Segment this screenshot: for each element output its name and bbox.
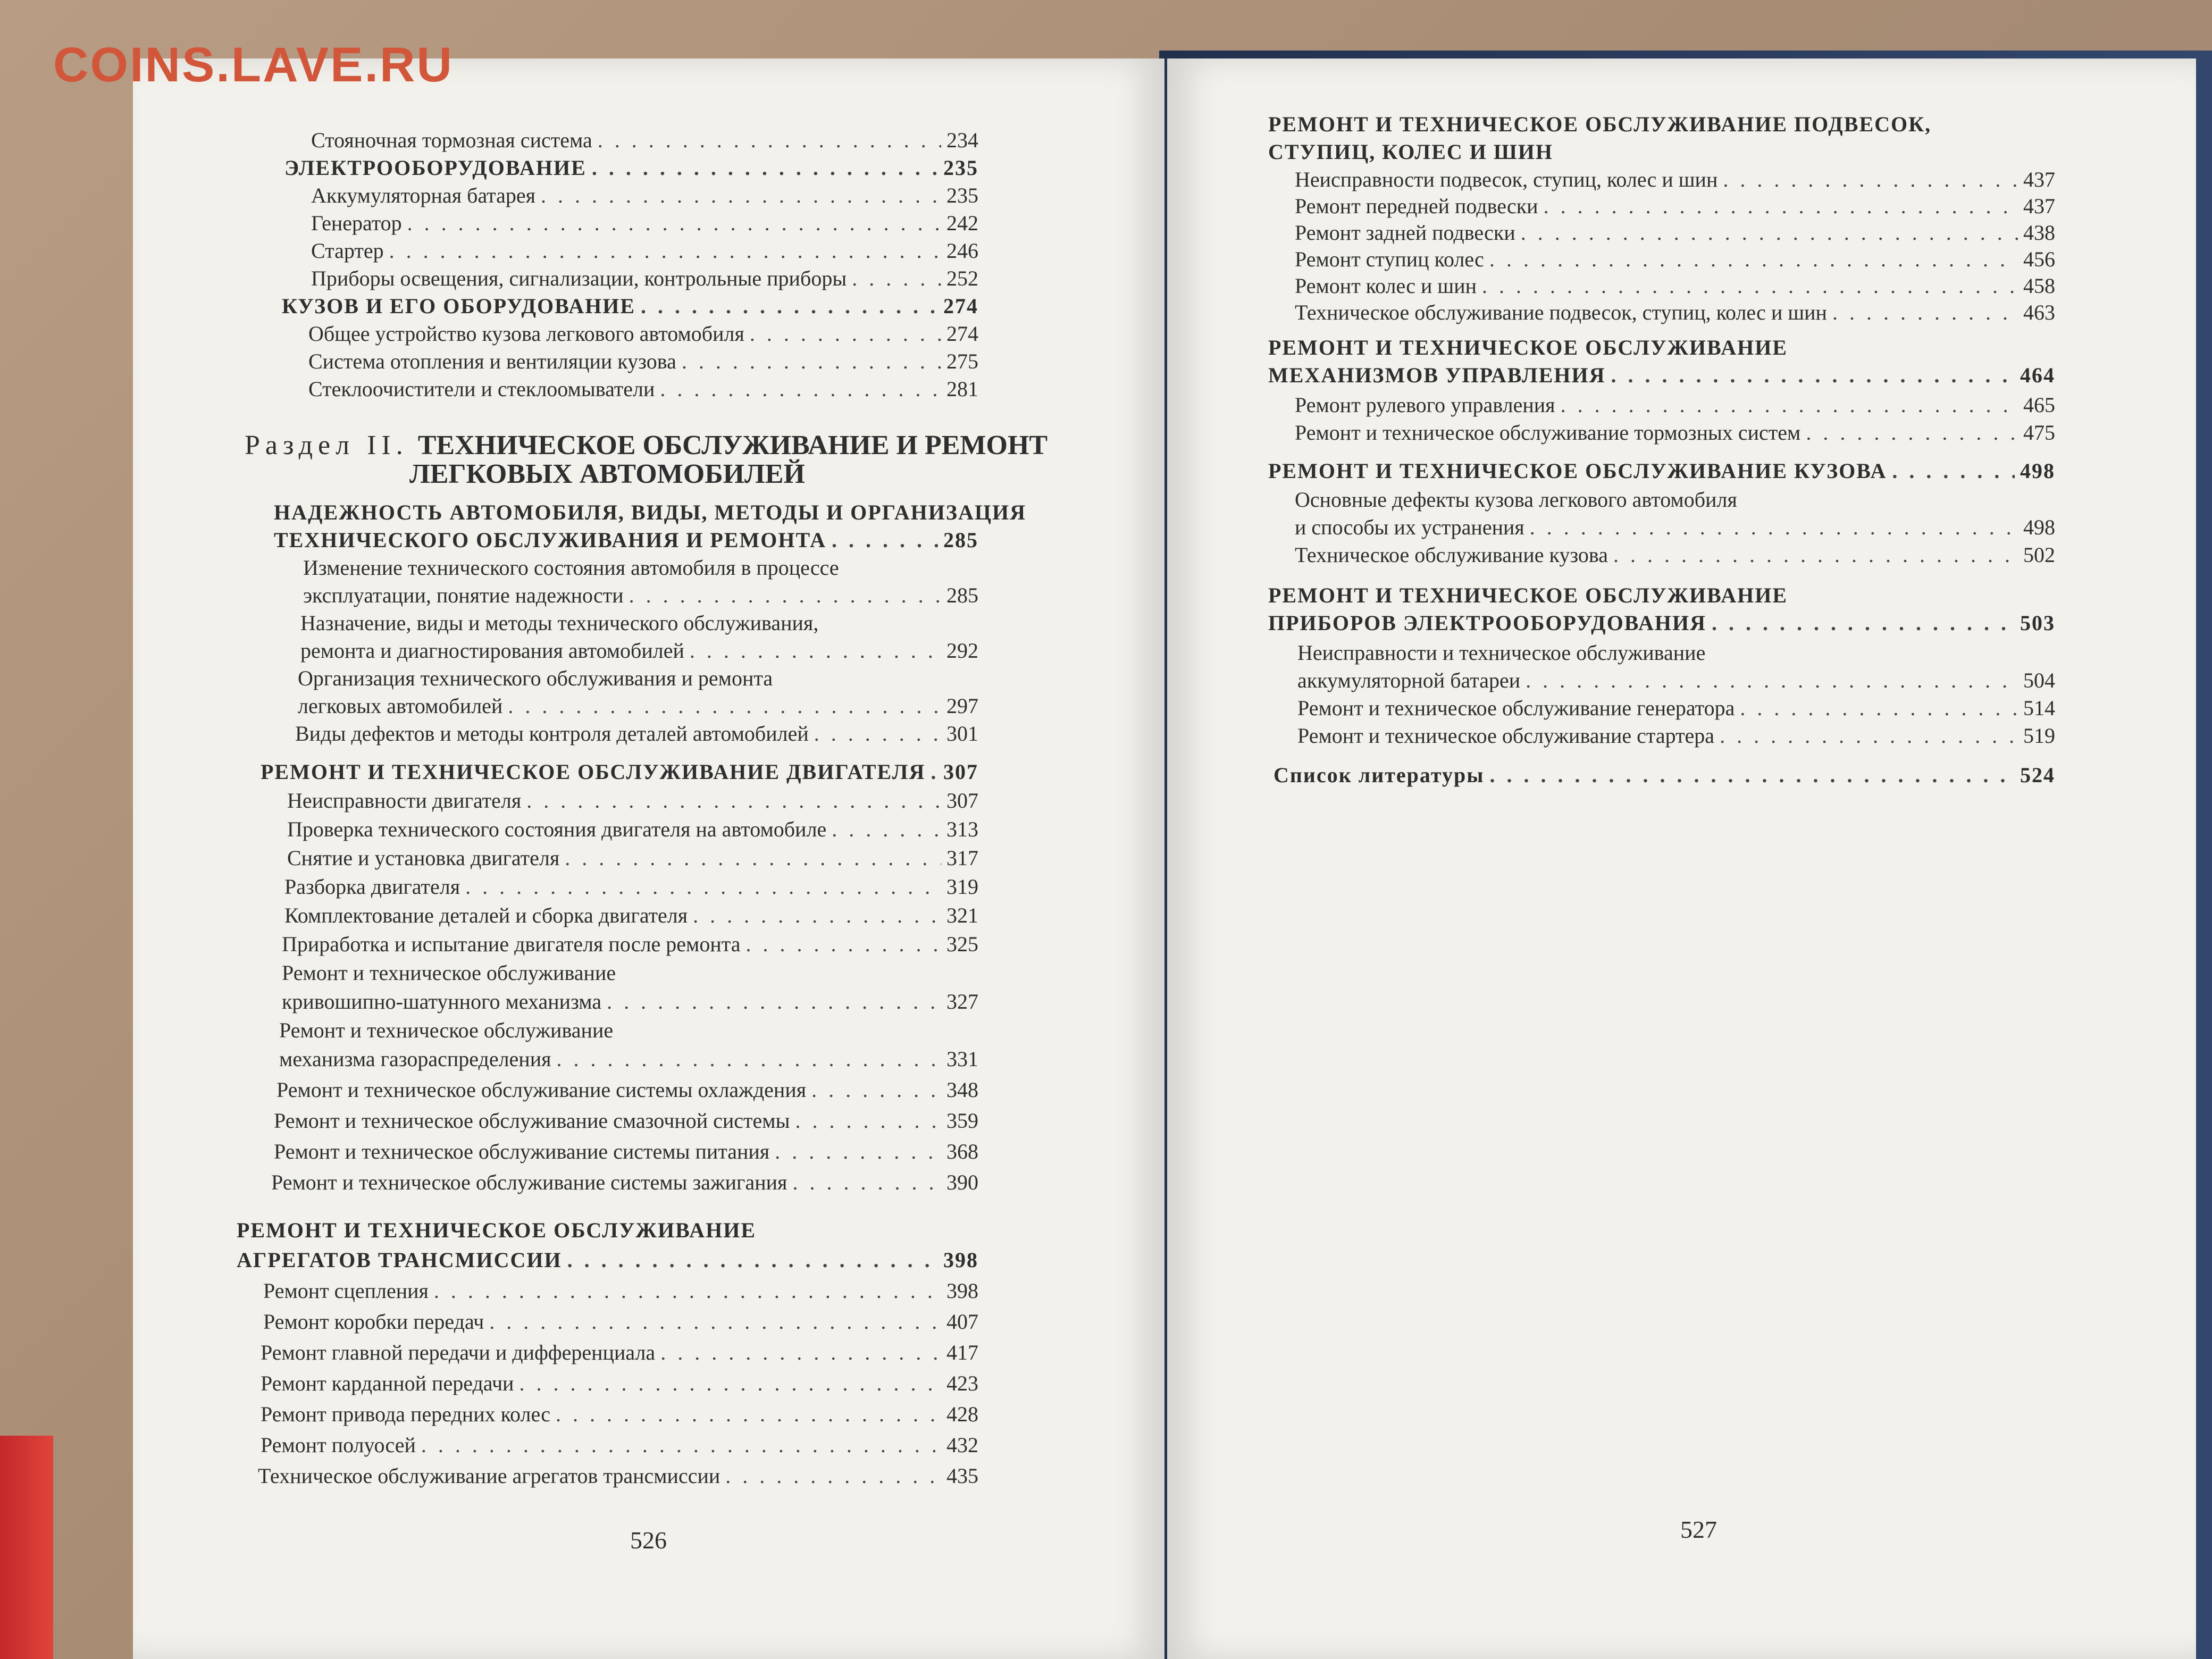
toc-heading: СТУПИЦ, КОЛЕС И ШИН [1268,140,1554,164]
entry-page: 235 [946,183,978,207]
entry-page: 407 [946,1310,978,1334]
toc-entry [261,1402,978,1427]
entry-title: Ремонт передней подвески [1295,194,1538,218]
entry-title: Ремонт сцепления [263,1279,429,1303]
entry-page: 502 [2023,543,2055,567]
entry-title: Стеклоочистители и стеклоомыватели [308,377,655,401]
entry-page: 463 [2023,300,2055,324]
toc-heading [1273,763,2055,788]
section-title: ЛЕГКОВЫХ АВТОМОБИЛЕЙ [409,459,805,489]
toc-entry [282,989,978,1015]
entry-page: 313 [946,817,978,841]
entry-page: 465 [2023,393,2055,417]
toc-entry [1295,515,2055,540]
toc-entry [1297,696,2055,721]
toc-entry [284,874,978,900]
entry-page: 359 [946,1109,978,1133]
entry-page: 458 [2023,274,2055,298]
entry-title: Техническое обслуживание агрегатов трансмиссии [258,1464,720,1488]
toc-heading: РЕМОНТ И ТЕХНИЧЕСКОЕ ОБСЛУЖИВАНИЕ ПОДВЕСОК, [1268,112,1932,136]
entry-title: Проверка технического состояния двигателя на автомобиле [287,817,827,841]
entry-title: Стояночная тормозная система [311,128,592,152]
entry-page: 398 [943,1248,978,1272]
toc-entry: Основные дефекты кузова легкового автомобиля [1295,488,1737,512]
entry-title: Генератор [311,211,402,235]
toc-entry [311,128,978,153]
toc-entry [261,1432,978,1458]
entry-page: 519 [2023,724,2055,748]
entry-page: 456 [2023,247,2055,271]
toc-heading [237,1247,978,1273]
entry-title: Ремонт колес и шин [1295,274,1477,298]
toc-entry [274,1139,978,1164]
entry-title: Техническое обслуживание подвесок, ступиц, колес и шин [1295,300,1827,324]
red-object [0,1436,53,1659]
entry-page: 514 [2023,696,2055,720]
entry-page: 285 [946,583,978,607]
toc-entry [1295,542,2055,568]
entry-title: ТЕХНИЧЕСКОГО ОБСЛУЖИВАНИЯ И РЕМОНТА [274,528,827,552]
entry-page: 297 [946,694,978,718]
toc-entry [258,1463,978,1489]
toc-heading: РЕМОНТ И ТЕХНИЧЕСКОЕ ОБСЛУЖИВАНИЕ [1268,583,1788,607]
entry-title: Приработка и испытание двигателя после ремонта [282,932,741,956]
entry-page: 498 [2020,459,2055,483]
entry-title: кривошипно-шатунного механизма [282,990,602,1013]
page-number: 527 [1680,1516,1717,1543]
toc-entry: Ремонт и техническое обслуживание [282,961,616,985]
toc-entry [308,321,978,347]
toc-entry [295,721,978,747]
entry-title: Ремонт и техническое обслуживание тормозных систем [1295,421,1801,445]
entry-title: ремонта и диагностирования автомобилей [300,639,684,663]
entry-page: 438 [2023,221,2055,245]
toc-entry [1295,220,2055,246]
toc-entry [287,845,978,871]
toc-entry [284,903,978,928]
section-title: ТЕХНИЧЕСКОЕ ОБСЛУЖИВАНИЕ И РЕМОНТ [417,430,1048,460]
entry-page: 252 [946,266,978,290]
toc-heading: РЕМОНТ И ТЕХНИЧЕСКОЕ ОБСЛУЖИВАНИЕ [237,1218,757,1242]
toc-entry [311,238,978,264]
entry-title: Ремонт и техническое обслуживание смазочной системы [274,1109,790,1133]
toc-entry [300,638,978,664]
entry-title: Снятие и установка двигателя [287,846,560,870]
toc-entry [287,817,978,842]
entry-page: 437 [2023,194,2055,218]
toc-entry [1295,247,2055,272]
entry-page: 274 [946,322,978,346]
toc-entry [1295,300,2055,325]
toc-entry [311,183,978,208]
toc-entry: Назначение, виды и методы технического обслуживания, [300,611,819,635]
entry-title: механизма газораспределения [279,1047,551,1071]
toc-entry [1295,392,2055,418]
toc-heading: НАДЕЖНОСТЬ АВТОМОБИЛЯ, ВИДЫ, МЕТОДЫ И ОРГАНИЗАЦИЯ [274,500,1026,524]
toc-entry [1295,420,2055,446]
entry-page: 524 [2020,763,2055,787]
entry-title: Ремонт и техническое обслуживание системы охлаждения [276,1078,807,1102]
toc-heading: РЕМОНТ И ТЕХНИЧЕСКОЕ ОБСЛУЖИВАНИЕ [1268,336,1788,359]
entry-page: 398 [946,1279,978,1303]
entry-page: 319 [946,875,978,899]
entry-title: ПРИБОРОВ ЭЛЕКТРООБОРУДОВАНИЯ [1268,611,1706,635]
toc-entry [282,932,978,957]
entry-title: Неисправности двигателя [287,789,522,812]
entry-page: 281 [946,377,978,401]
toc-entry [1295,167,2055,192]
entry-title: Ремонт и техническое обслуживание системы зажигания [271,1170,787,1194]
entry-page: 498 [2023,515,2055,539]
left-page [133,58,1164,1659]
entry-title: Ремонт и техническое обслуживание системы питания [274,1139,770,1163]
entry-page: 307 [943,760,978,784]
toc-entry [303,583,978,608]
entry-page: 504 [2023,668,2055,692]
toc-heading [274,527,978,553]
entry-page: 423 [946,1371,978,1395]
entry-page: 301 [946,722,978,745]
entry-title: АГРЕГАТОВ ТРАНСМИССИИ [237,1248,562,1272]
entry-title: РЕМОНТ И ТЕХНИЧЕСКОЕ ОБСЛУЖИВАНИЕ ДВИГАТЕЛЯ [261,760,926,784]
toc-entry [308,349,978,374]
entry-title: Ремонт карданной передачи [261,1371,514,1395]
entry-title: ЭЛЕКТРООБОРУДОВАНИЕ [284,156,586,180]
toc-entry [279,1046,978,1072]
toc-entry: Изменение технического состояния автомобиля в процессе [303,556,839,580]
entry-title: Виды дефектов и методы контроля деталей автомобилей [295,722,809,745]
toc-entry [1297,668,2055,693]
entry-page: 503 [2020,611,2055,635]
section-heading [245,431,1048,460]
imprint-bleed-through [1207,1170,2090,1203]
entry-page: 242 [946,211,978,235]
entry-page: 274 [943,294,978,318]
toc-entry [311,266,978,291]
toc-entry [1297,723,2055,749]
entry-page: 475 [2023,421,2055,445]
entry-page: 390 [946,1170,978,1194]
toc-heading [282,294,978,319]
entry-title: Ремонт привода передних колес [261,1402,550,1426]
entry-page: 432 [946,1433,978,1457]
entry-page: 246 [946,239,978,263]
right-page [1167,58,2196,1659]
entry-page: 317 [946,846,978,870]
toc-entry [308,376,978,402]
page-number: 526 [630,1527,667,1554]
entry-title: Неисправности подвесок, ступиц, колес и шин [1295,167,1718,191]
toc-entry [1295,273,2055,299]
entry-title: Стартер [311,239,384,263]
entry-page: 234 [946,128,978,152]
entry-title: Техническое обслуживание кузова [1295,543,1608,567]
entry-title: Список литературы [1273,763,1485,787]
entry-page: 235 [943,156,978,180]
entry-page: 428 [946,1402,978,1426]
toc-entry: Неисправности и техническое обслуживание [1297,641,1706,665]
toc-heading [1268,363,2055,388]
entry-page: 464 [2020,363,2055,387]
toc-entry [261,1340,978,1365]
entry-title: Ремонт рулевого управления [1295,393,1555,417]
entry-title: Ремонт задней подвески [1295,221,1515,245]
entry-title: Ремонт ступиц колес [1295,247,1484,271]
toc-entry [261,1371,978,1396]
entry-title: и способы их устранения [1295,515,1524,539]
entry-page: 307 [946,789,978,812]
entry-title: Ремонт полуосей [261,1433,416,1457]
section-label: Раздел II. [245,430,408,460]
entry-page: 437 [2023,167,2055,191]
entry-page: 348 [946,1078,978,1102]
entry-title: КУЗОВ И ЕГО ОБОРУДОВАНИЕ [282,294,636,318]
entry-title: аккумуляторной батареи [1297,668,1521,692]
entry-page: 292 [946,639,978,663]
entry-title: Разборка двигателя [284,875,460,899]
entry-title: Система отопления и вентиляции кузова [308,349,676,373]
toc-heading [1268,610,2055,636]
entry-title: Общее устройство кузова легкового автомобиля [308,322,744,346]
entry-page: 368 [946,1139,978,1163]
toc-heading [1268,458,2055,484]
section-heading-cont [409,459,805,489]
toc-entry: Ремонт и техническое обслуживание [279,1018,614,1042]
toc-heading [284,155,978,181]
entry-page: 327 [946,990,978,1013]
entry-page: 325 [946,932,978,956]
entry-title: Ремонт коробки передач [263,1310,484,1334]
entry-title: Ремонт и техническое обслуживание генератора [1297,696,1735,720]
entry-title: эксплуатации, понятие надежности [303,583,624,607]
entry-page: 435 [946,1464,978,1488]
entry-title: МЕХАНИЗМОВ УПРАВЛЕНИЯ [1268,363,1606,387]
toc-entry [263,1309,978,1335]
entry-page: 417 [946,1340,978,1364]
toc-heading [261,759,978,785]
toc-entry [287,788,978,814]
entry-title: Ремонт главной передачи и дифференциала [261,1340,656,1364]
entry-title: легковых автомобилей [298,694,503,718]
entry-title: Приборы освещения, сигнализации, контрольные приборы [311,266,847,290]
entry-page: 275 [946,349,978,373]
toc-entry [276,1077,978,1103]
entry-title: Комплектование деталей и сборка двигателя [284,903,688,927]
entry-title: Ремонт и техническое обслуживание стартера [1297,724,1715,748]
entry-title: Аккумуляторная батарея [311,183,536,207]
watermark: COINS.LAVE.RU [53,38,454,92]
entry-page: 321 [946,903,978,927]
toc-entry [274,1108,978,1134]
toc-entry: Организация технического обслуживания и ремонта [298,666,773,690]
toc-entry [263,1278,978,1304]
entry-page: 285 [943,528,978,552]
toc-entry [1295,194,2055,219]
entry-page: 331 [946,1047,978,1071]
toc-entry [298,693,978,719]
toc-entry [271,1170,978,1195]
toc-entry [311,211,978,236]
entry-title: РЕМОНТ И ТЕХНИЧЕСКОЕ ОБСЛУЖИВАНИЕ КУЗОВА [1268,459,1887,483]
